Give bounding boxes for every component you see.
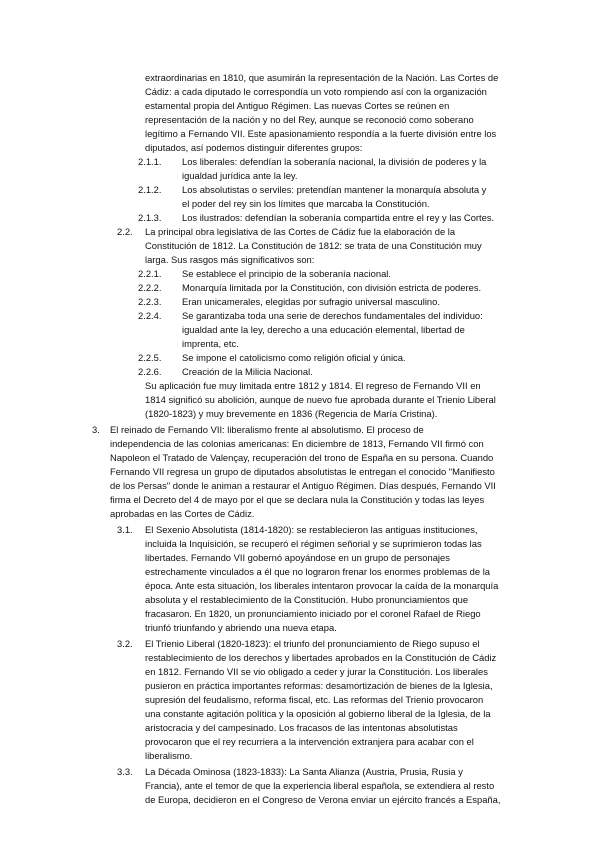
list-number: 2.2.4. — [138, 310, 162, 321]
text-line: representación de la nación y no del Rey, aunque se reconoció como soberano — [145, 114, 474, 125]
text-line: triunfó triunfando y abriendo una nueva etapa. — [145, 622, 337, 633]
text-line: legítimo a Fernando VII. Este apasionamiento respondía a la fuerte división entre los — [145, 128, 497, 139]
text-line: Constitución de 1812. La Constitución de 1812: se trata de una Constitución muy — [145, 240, 482, 251]
list-number: 2.2.1. — [138, 268, 162, 279]
text-line: imprenta, etc. — [182, 338, 239, 349]
list-number: 2.1.2. — [138, 184, 162, 195]
text-line: provocaron que el rey recurriera a la intervención extranjera para acabar con el — [145, 736, 474, 747]
text-line: igualdad jurídica ante la ley. — [182, 170, 298, 181]
text-line: igualdad ante la ley, derecho a una educación elemental, libertad de — [182, 324, 465, 335]
text-line: liberalismo. — [145, 750, 193, 761]
text-line: Los ilustrados: defendían la soberanía compartida entre el rey y las Cortes. — [182, 212, 495, 223]
text-line: en 1812. Fernando VII se vio obligado a ceder y jurar la Constitución. Los liberales — [145, 666, 488, 677]
text-line: 1814 significó su abolición, aunque de nuevo fue aprobada durante el Trienio Liberal — [145, 394, 496, 405]
text-line: Se impone el catolicismo como religión oficial y única. — [182, 352, 406, 363]
text-line: Eran unicamerales, elegidas por sufragio universal masculino. — [182, 296, 440, 307]
text-line: Se garantizaba toda una serie de derechos fundamentales del individuo: — [182, 310, 483, 321]
text-line: La principal obra legislativa de las Cortes de Cádiz fue la elaboración de la — [145, 226, 456, 237]
list-number: 3.1. — [117, 524, 133, 535]
text-line: Monarquía limitada por la Constitución, con división estricta de poderes. — [182, 282, 482, 293]
list-number: 3.2. — [117, 638, 133, 649]
list-number: 2.1.3. — [138, 212, 162, 223]
list-number: 2.1.1. — [138, 156, 162, 167]
text-line: diputados, así podemos distinguir diferentes grupos: — [145, 142, 363, 153]
text-line: extraordinarias en 1810, que asumirán la representación de la Nación. Las Cortes de — [145, 72, 499, 83]
text-line: firma el Decreto del 4 de mayo por el que se declara nula la Constitución y todas las leyes — [110, 494, 485, 505]
list-number: 2.2.3. — [138, 296, 162, 307]
text-line: estamental propia del Antiguo Régimen. Las nuevas Cortes se reúnen en — [145, 100, 450, 111]
list-number: 2.2.6. — [138, 366, 162, 377]
text-line: El Trienio Liberal (1820-1823): el triunfo del pronunciamiento de Riego supuso el — [145, 638, 480, 649]
text-line: incluida la Inquisición, se recuperó el régimen señorial y se suprimieron todas las — [145, 538, 482, 549]
text-line: La Década Ominosa (1823-1833): La Santa Alianza (Austria, Prusia, Rusia y — [145, 766, 463, 777]
text-line: libertades. Fernando VII gobernó apoyándose en un grupo de personajes — [145, 552, 450, 563]
text-line: Napoleon el Tratado de Valençay, recuperación del trono de España en su persona. Cuando — [110, 452, 494, 463]
list-number: 2.2. — [117, 226, 133, 237]
text-line: supresión del feudalismo, reforma fiscal, etc. Las reformas del Trienio provocaron — [145, 694, 484, 705]
text-line: Su aplicación fue muy limitada entre 1812 y 1814. El regreso de Fernando VII en — [145, 380, 481, 391]
list-number: 3. — [92, 424, 100, 435]
text-line: (1820-1823) y muy brevemente en 1836 (Regencia de María Cristina). — [145, 408, 438, 419]
text-line: Creación de la Milicia Nacional. — [182, 366, 313, 377]
list-number: 2.2.2. — [138, 282, 162, 293]
text-line: Cádiz: a cada diputado le correspondía un voto rompiendo así con la organización — [145, 86, 487, 97]
text-line: Los liberales: defendían la soberanía nacional, la división de poderes y la — [182, 156, 487, 167]
text-line: estrechamente vinculados a él que no lograron frenar los enormes problemas de la — [145, 566, 490, 577]
text-line: El reinado de Fernando VII: liberalismo frente al absolutismo. El proceso de — [110, 424, 424, 435]
text-line: una constante agitación política y la oposición al gobierno liberal de la Iglesia, de la — [145, 708, 491, 719]
list-number: 2.2.5. — [138, 352, 162, 363]
text-line: El Sexenio Absolutista (1814-1820): se restablecieron las antiguas instituciones, — [145, 524, 478, 535]
text-line: aristocracia y del campesinado. Los fracasos de las intentonas absolutistas — [145, 722, 458, 733]
text-line: pusieron en práctica importantes reformas: desamortización de bienes de la Iglesia, — [145, 680, 493, 691]
text-line: Francia), ante el temor de que la experiencia liberal española, se extendiera al resto — [145, 780, 495, 791]
text-line: absoluta y el restablecimiento de la Constitución. Hubo pronunciamientos que — [145, 594, 469, 605]
text-line: restablecimiento de los derechos y libertades aprobados en la Constitución de Cádiz — [145, 652, 497, 663]
list-number: 3.3. — [117, 766, 133, 777]
text-line: Se establece el principio de la soberanía nacional. — [182, 268, 391, 279]
text-line: el poder del rey sin los límites que marcaba la Constitución. — [182, 198, 430, 209]
text-line: aprobadas en las Cortes de Cádiz. — [110, 508, 255, 519]
text-line: de Europa, decidieron en el Congreso de Verona enviar un ejército francés a España, — [145, 794, 501, 805]
text-line: fracasaron. En 1820, un pronunciamiento iniciado por el coronel Rafael de Riego — [145, 608, 481, 619]
text-line: época. Ante esta situación, los liberales intentaron provocar la caída de la monarquía — [145, 580, 499, 591]
text-line: independencia de las colonias americanas: En diciembre de 1813, Fernando VII firmó con — [110, 438, 484, 449]
text-line: Fernando VII regresa un grupo de diputados absolutistas le entregan el conocido "Manifiesto — [110, 466, 495, 477]
text-line: Los absolutistas o serviles: pretendían mantener la monarquía absoluta y — [182, 184, 487, 195]
text-line: larga. Sus rasgos más significativos son: — [145, 254, 315, 265]
text-line: de los Persas" donde le animan a restaurar el Antiguo Régimen. Días después, Fernando VII — [110, 480, 496, 491]
